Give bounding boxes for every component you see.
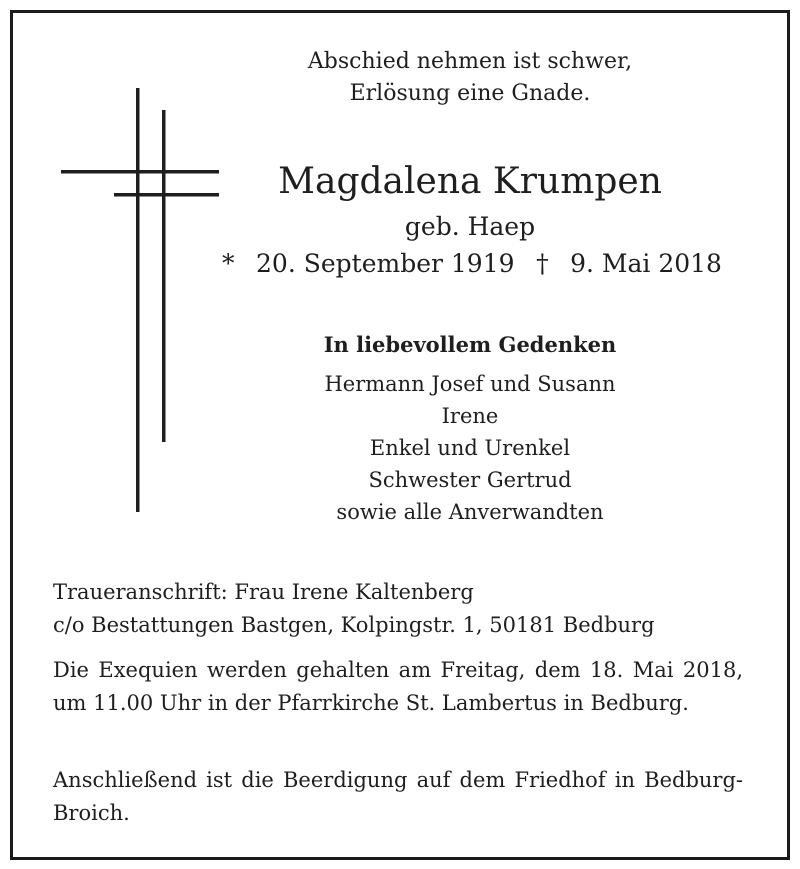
mourner-line: Hermann Josef und Susann — [324, 372, 616, 396]
mourner-line: Enkel und Urenkel — [369, 436, 571, 460]
birth-symbol: * — [222, 249, 235, 278]
mourner-line: Irene — [441, 404, 499, 428]
burial-notice: Anschließend ist die Beerdigung auf dem Friedhof in Bedburg-Broich. — [53, 768, 743, 825]
motto-line: Erlösung eine Gnade. — [349, 81, 591, 106]
funeral-mass-notice: Die Exequien werden gehalten am Freitag, dem 18. Mai 2018, um 11.00 Uhr in der Pfarrkirche St. Lambertus in Bedburg. — [53, 658, 743, 715]
mourner-line: sowie alle Anverwandten — [336, 500, 604, 524]
address-line: Traueranschrift: Frau Irene Kaltenberg — [53, 580, 474, 604]
motto-line: Abschied nehmen ist schwer, — [307, 49, 633, 74]
life-dates — [222, 247, 722, 281]
mourning-address — [53, 576, 753, 642]
birth-date: 20. September 1919 — [256, 249, 515, 278]
mourner-line: Schwester Gertrud — [368, 468, 572, 492]
deceased-name: Magdalena Krumpen — [278, 161, 662, 202]
birth-name: geb. Haep — [404, 212, 536, 241]
death-symbol: † — [536, 249, 549, 278]
mourners-heading: In liebevollem Gedenken — [323, 332, 617, 357]
address-line: c/o Bestattungen Bastgen, Kolpingstr. 1, 50181 Bedburg — [53, 613, 655, 637]
motto — [270, 46, 670, 110]
death-date: 9. Mai 2018 — [570, 249, 722, 278]
mourners-list — [270, 368, 670, 528]
